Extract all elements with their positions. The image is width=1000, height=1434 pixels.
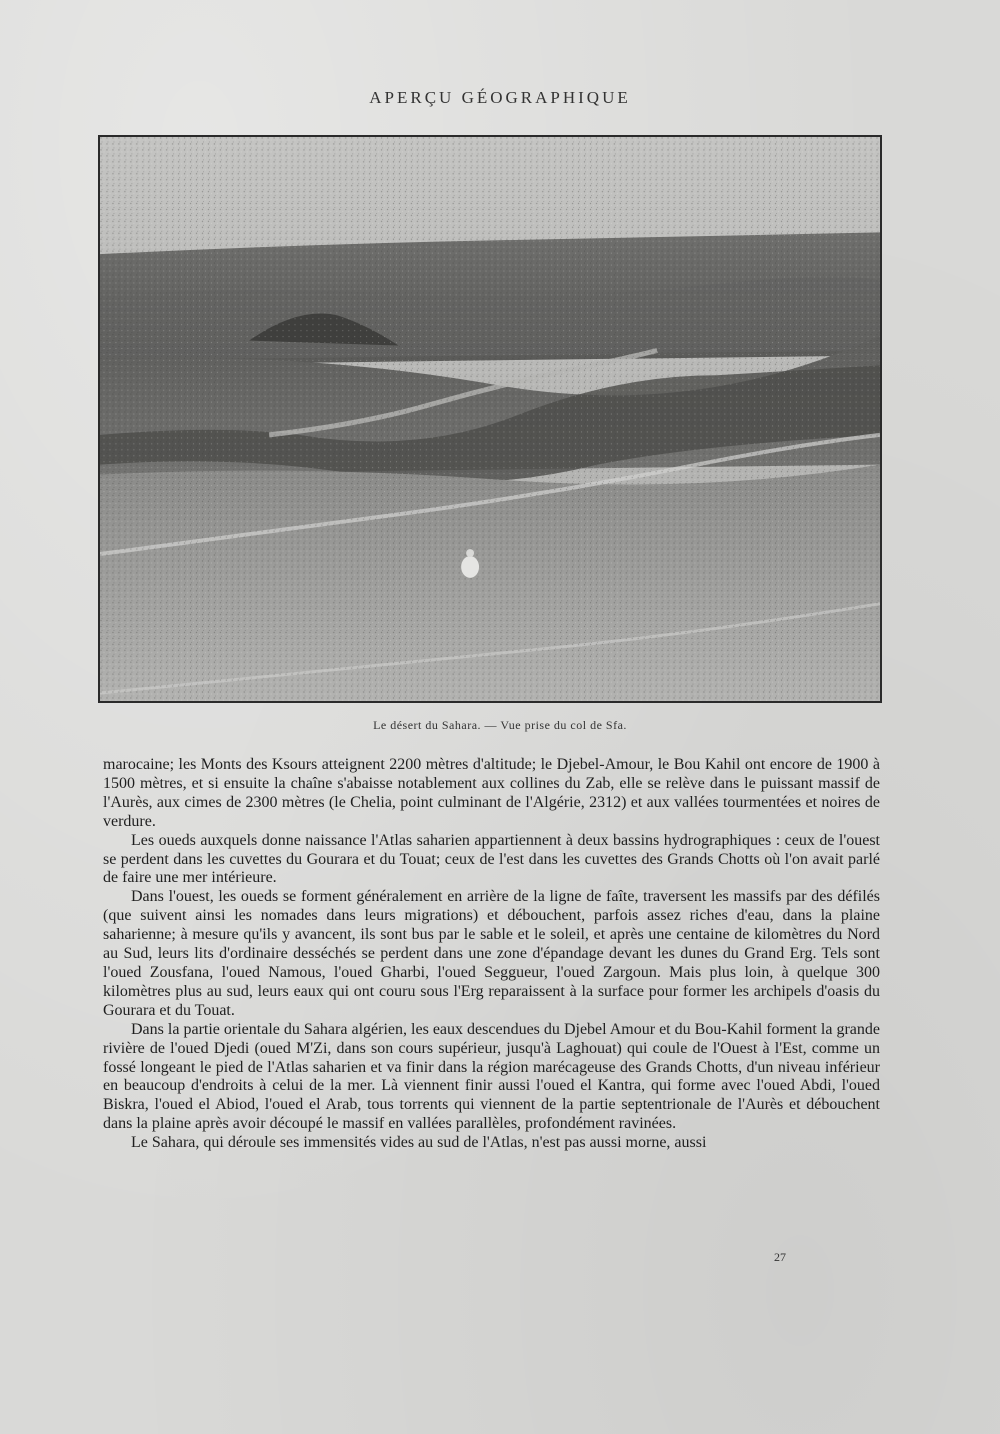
- page-number: 27: [774, 1250, 786, 1264]
- running-title: APERÇU GÉOGRAPHIQUE: [369, 88, 631, 107]
- paragraph: Les oueds auxquels donne naissance l'Atlas saharien appartiennent à deux bassins hydrographiques : ceux de l'ouest se perdent dans les cuvettes du Gourara et du Touat; ceux de l'est dans les cuvettes des Grands Chotts où l'on avait parlé de faire une mer intérieure.: [103, 831, 880, 887]
- paragraph: Dans la partie orientale du Sahara algérien, les eaux descendues du Djebel Amour et du Bou-Kahil forment la grande rivière de l'oued Djedi (oued M'Zi, dans son cours supérieur, jusqu'à Laghouat) qui coule de l'Ouest à l'Est, comme un fossé longeant le pied de l'Atlas saharien et va finir dans la région marécageuse des Grands Chotts, d'un niveau inférieur en beaucoup d'endroits à celui de la mer. Là viennent finir aussi l'oued el Kantra, qui forme avec l'oued Abdi, l'oued Biskra, l'oued el Abiod, l'oued el Arab, tous torrents qui viennent de la partie septentrionale de l'Aurès et débouchent dans la plaine après avoir découpé le massif en vallées parallèles, profondément ravinées.: [103, 1020, 880, 1133]
- body-text: [103, 756, 880, 1153]
- desert-landscape-image: [100, 137, 880, 701]
- paragraph: Le Sahara, qui déroule ses immensités vides au sud de l'Atlas, n'est pas aussi morne, aussi: [131, 1134, 707, 1152]
- paragraph: Dans l'ouest, les oueds se forment généralement en arrière de la ligne de faîte, traversent les massifs par des défilés (que suivent ainsi les nomades dans leurs migrations) et débouchent, parfois assez riches d'eau, dans la plaine saharienne; à mesure qu'ils y avancent, ils sont bus par le sable et le soleil, et après une centaine de kilomètres du Nord au Sud, leurs lits d'ordinaire desséchés se perdent dans une zone d'épandage devant les dunes du Grand Erg. Tels sont l'oued Zousfana, l'oued Namous, l'oued Gharbi, l'oued Seggueur, l'oued Zargoun. Mais plus loin, à quelque 300 kilomètres plus au sud, leurs eaux qui ont couru sous l'Erg reparaissent à la surface pour former les archipels d'oasis du Gourara et du Touat.: [103, 888, 880, 1019]
- figure-caption: Le désert du Sahara. — Vue prise du col de Sfa.: [373, 718, 627, 732]
- desert-photograph: [98, 135, 882, 703]
- paragraph: marocaine; les Monts des Ksours atteignent 2200 mètres d'altitude; le Djebel-Amour, le Bou Kahil ont encore de 1900 à 1500 mètres, et si ensuite la chaîne s'abaisse notablement aux collines du Zab, elle se relève dans le puissant massif de l'Aurès, aux cimes de 2300 mètres (le Chelia, point culminant de l'Algérie, 2312) et aux vallées tourmentées et noires de verdure.: [103, 756, 880, 830]
